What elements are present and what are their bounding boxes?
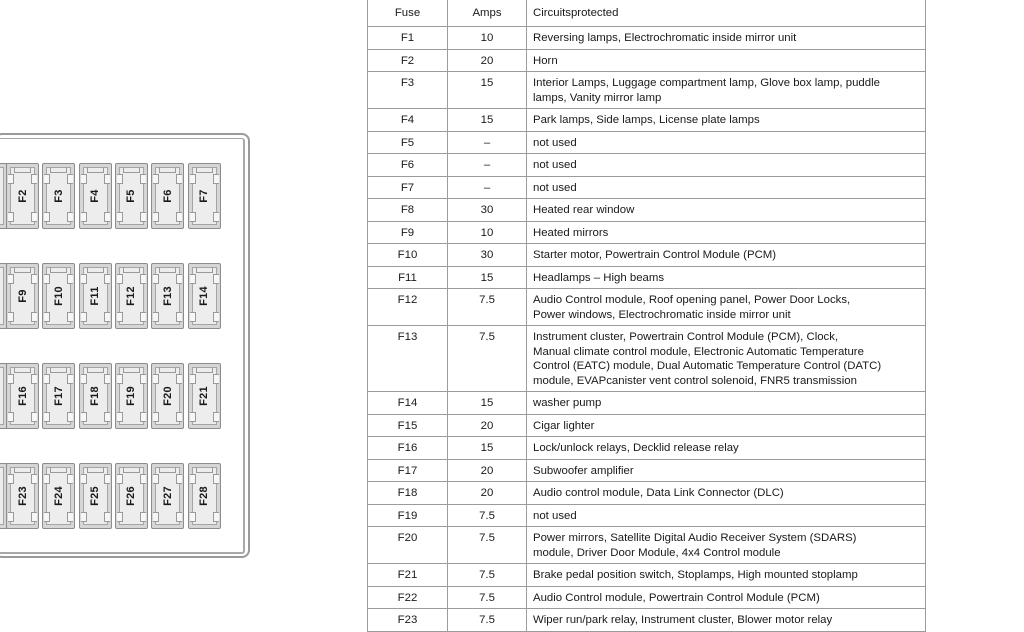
fuse-terminal bbox=[104, 474, 110, 484]
cell-circuits bbox=[527, 392, 926, 415]
fuse-terminal bbox=[153, 512, 159, 522]
fuse-terminal bbox=[153, 474, 159, 484]
fuse-slot bbox=[6, 463, 39, 529]
table-row bbox=[368, 586, 926, 609]
fuse-terminal bbox=[213, 274, 219, 284]
fuse-terminal bbox=[117, 412, 123, 422]
circuits-line: Cigar lighter bbox=[533, 419, 595, 432]
fuse-terminal bbox=[190, 274, 196, 284]
header-circuits: Circuitsprotected bbox=[527, 0, 926, 27]
circuits-line: Manual climate control module, Electronic Automatic Temperature bbox=[533, 345, 864, 358]
cell-circuits bbox=[527, 527, 926, 564]
fuse-terminal bbox=[176, 474, 182, 484]
cell-fuse: F12 bbox=[368, 289, 448, 326]
circuits-line: Audio Control module, Roof opening panel, Power Door Locks, bbox=[533, 294, 851, 306]
circuits-line: Park lamps, Side lamps, License plate lamps bbox=[533, 114, 760, 126]
fuse-terminal bbox=[31, 374, 37, 384]
cell-amps: 10 bbox=[448, 221, 527, 244]
circuits-line: lamps, Vanity mirror lamp bbox=[533, 91, 662, 104]
fuse-label: F24 bbox=[52, 486, 65, 506]
fuse-slot bbox=[6, 363, 39, 429]
fuse-terminal bbox=[117, 374, 123, 384]
cell-circuits bbox=[527, 72, 926, 109]
fuse-terminal bbox=[140, 312, 146, 322]
cell-circuits bbox=[527, 482, 926, 505]
table-row bbox=[368, 176, 926, 199]
fuse-slot bbox=[79, 463, 112, 529]
circuits-line: Wiper run/park relay, Instrument cluster, Blower motor relay bbox=[533, 614, 833, 626]
fuse-terminal bbox=[31, 274, 37, 284]
cell-circuits bbox=[527, 131, 926, 154]
circuits-line: Subwoofer amplifier bbox=[533, 464, 634, 477]
cell-fuse: F14 bbox=[368, 392, 448, 415]
table-row bbox=[368, 504, 926, 527]
cell-fuse: F11 bbox=[368, 266, 448, 289]
fuse-terminal bbox=[67, 474, 73, 484]
fuse-row bbox=[0, 363, 230, 429]
cell-circuits bbox=[527, 27, 926, 50]
fuse-terminal bbox=[81, 212, 87, 222]
cell-amps: 7.5 bbox=[448, 326, 527, 392]
fuse-terminal bbox=[8, 412, 14, 422]
fuse-terminal bbox=[153, 312, 159, 322]
fuse-terminal bbox=[213, 412, 219, 422]
table-row bbox=[368, 527, 926, 564]
fuse-terminal bbox=[176, 174, 182, 184]
table-row bbox=[368, 109, 926, 132]
cell-circuits bbox=[527, 289, 926, 326]
circuits-line: Power windows, Electrochromatic inside mirror unit bbox=[533, 308, 791, 321]
fuse-label: F13 bbox=[161, 286, 174, 306]
fuse-terminal bbox=[213, 312, 219, 322]
cell-fuse: F3 bbox=[368, 72, 448, 109]
table-row bbox=[368, 221, 926, 244]
fuse-terminal bbox=[140, 274, 146, 284]
fuse-slot bbox=[79, 163, 112, 229]
fuse-terminal bbox=[140, 412, 146, 422]
fuse-cap bbox=[123, 367, 140, 373]
fuse-cap bbox=[159, 467, 176, 473]
fuse-terminal bbox=[8, 312, 14, 322]
fuse-label: F23 bbox=[16, 486, 29, 506]
cell-circuits bbox=[527, 176, 926, 199]
fuse-cap bbox=[159, 367, 176, 373]
fuse-slot bbox=[79, 263, 112, 329]
table-row bbox=[368, 289, 926, 326]
fuse-label: F7 bbox=[198, 189, 210, 203]
fuse-terminal bbox=[104, 374, 110, 384]
cell-fuse: F6 bbox=[368, 154, 448, 177]
fuse-row bbox=[0, 263, 230, 329]
fuse-cap bbox=[159, 167, 176, 173]
fuse-terminal bbox=[104, 212, 110, 222]
fuse-terminal bbox=[44, 174, 50, 184]
fuse-slot bbox=[42, 463, 75, 529]
cell-fuse: F10 bbox=[368, 244, 448, 267]
fuse-label: F26 bbox=[125, 486, 138, 506]
fuse-terminal bbox=[44, 374, 50, 384]
fuse-slot bbox=[115, 163, 148, 229]
fuse-terminal bbox=[176, 274, 182, 284]
fuse-label: F3 bbox=[52, 189, 65, 203]
fuse-label: F10 bbox=[52, 286, 65, 306]
cell-fuse: F22 bbox=[368, 586, 448, 609]
fuse-label: F19 bbox=[125, 386, 138, 406]
cell-amps: 7.5 bbox=[448, 504, 527, 527]
fuse-cap bbox=[123, 467, 140, 473]
circuits-line: not used bbox=[533, 509, 577, 522]
cell-amps: 7.5 bbox=[448, 609, 527, 632]
fuse-row bbox=[0, 163, 230, 229]
fuse-terminal bbox=[31, 512, 37, 522]
table-row bbox=[368, 609, 926, 632]
cell-amps: 15 bbox=[448, 266, 527, 289]
cell-circuits bbox=[527, 109, 926, 132]
cell-fuse: F2 bbox=[368, 49, 448, 72]
cell-circuits bbox=[527, 586, 926, 609]
fuse-slot bbox=[42, 263, 75, 329]
fuse-terminal bbox=[8, 474, 14, 484]
fuse-terminal bbox=[81, 374, 87, 384]
fuse-terminal bbox=[153, 174, 159, 184]
header-fuse: Fuse bbox=[368, 0, 448, 27]
cell-circuits bbox=[527, 437, 926, 460]
fuse-terminal bbox=[81, 312, 87, 322]
fuse-terminal bbox=[67, 274, 73, 284]
circuits-line: not used bbox=[533, 181, 577, 194]
fuse-cap bbox=[87, 367, 104, 373]
fuse-terminal bbox=[81, 274, 87, 284]
cell-fuse: F20 bbox=[368, 527, 448, 564]
fuse-terminal bbox=[117, 474, 123, 484]
fuse-label: F18 bbox=[89, 386, 102, 406]
fuse-cap bbox=[196, 167, 213, 173]
circuits-line: Heated mirrors bbox=[533, 226, 609, 239]
fuse-cap bbox=[14, 267, 31, 273]
table-row bbox=[368, 131, 926, 154]
cell-fuse: F21 bbox=[368, 564, 448, 587]
cell-fuse: F18 bbox=[368, 482, 448, 505]
fuse-slot bbox=[42, 163, 75, 229]
fuse-terminal bbox=[44, 512, 50, 522]
cell-amps: 10 bbox=[448, 27, 527, 50]
fuse-terminal bbox=[67, 212, 73, 222]
fuse-terminal bbox=[81, 412, 87, 422]
fuse-slot bbox=[6, 163, 39, 229]
cell-amps: 7.5 bbox=[448, 527, 527, 564]
fuse-terminal bbox=[213, 474, 219, 484]
fuse-slot bbox=[79, 363, 112, 429]
header-amps: Amps bbox=[448, 0, 527, 27]
circuits-line: not used bbox=[533, 136, 577, 149]
cell-amps: – bbox=[448, 131, 527, 154]
fuse-slot bbox=[188, 363, 221, 429]
cell-amps: 15 bbox=[448, 392, 527, 415]
cell-amps: – bbox=[448, 176, 527, 199]
fuse-terminal bbox=[190, 474, 196, 484]
cell-circuits bbox=[527, 154, 926, 177]
fuse-terminal bbox=[190, 512, 196, 522]
fuse-terminal bbox=[44, 212, 50, 222]
circuits-line: module, EVAPcanister vent control solenoid, FNR5 transmission bbox=[533, 374, 857, 387]
cell-fuse: F7 bbox=[368, 176, 448, 199]
fuse-terminal bbox=[213, 212, 219, 222]
fuse-terminal bbox=[44, 412, 50, 422]
fuse-terminal bbox=[213, 174, 219, 184]
table-row bbox=[368, 392, 926, 415]
fuse-terminal bbox=[67, 412, 73, 422]
fuse-terminal bbox=[8, 374, 14, 384]
fuse-cap bbox=[123, 267, 140, 273]
fuse-terminal bbox=[190, 174, 196, 184]
fuse-terminal bbox=[104, 312, 110, 322]
fuse-cap bbox=[50, 167, 67, 173]
fuse-cap bbox=[50, 267, 67, 273]
cell-circuits bbox=[527, 564, 926, 587]
fuse-terminal bbox=[176, 374, 182, 384]
fuse-terminal bbox=[67, 374, 73, 384]
circuits-line: Starter motor, Powertrain Control Module (PCM) bbox=[533, 249, 777, 261]
fuse-terminal bbox=[190, 212, 196, 222]
fuse-cap bbox=[196, 367, 213, 373]
fuse-terminal bbox=[31, 174, 37, 184]
fuse-terminal bbox=[176, 212, 182, 222]
cell-amps: 15 bbox=[448, 109, 527, 132]
fuse-cap bbox=[50, 467, 67, 473]
fuse-terminal bbox=[31, 412, 37, 422]
fuse-slot bbox=[188, 263, 221, 329]
fuse-cap bbox=[14, 467, 31, 473]
table-row bbox=[368, 482, 926, 505]
fuse-terminal bbox=[44, 474, 50, 484]
cell-amps: 15 bbox=[448, 72, 527, 109]
fuse-table bbox=[367, 0, 926, 632]
table-row bbox=[368, 244, 926, 267]
fuse-label: F11 bbox=[89, 286, 102, 306]
fuse-terminal bbox=[104, 512, 110, 522]
circuits-line: washer pump bbox=[533, 397, 602, 409]
cell-amps: 30 bbox=[448, 244, 527, 267]
fuse-terminal bbox=[81, 174, 87, 184]
fuse-terminal bbox=[140, 212, 146, 222]
table-row bbox=[368, 199, 926, 222]
fuse-terminal bbox=[190, 412, 196, 422]
fuse-slot bbox=[115, 263, 148, 329]
fuse-terminal bbox=[117, 274, 123, 284]
cell-fuse: F4 bbox=[368, 109, 448, 132]
fuse-slot bbox=[151, 263, 184, 329]
cell-amps: 20 bbox=[448, 49, 527, 72]
cell-fuse: F1 bbox=[368, 27, 448, 50]
fuse-cap bbox=[14, 167, 31, 173]
cell-circuits bbox=[527, 221, 926, 244]
fuse-slot bbox=[42, 363, 75, 429]
fuse-slot bbox=[115, 363, 148, 429]
fuse-terminal bbox=[8, 274, 14, 284]
fuse-terminal bbox=[117, 212, 123, 222]
circuits-line: not used bbox=[533, 159, 577, 171]
cell-circuits bbox=[527, 49, 926, 72]
circuits-line: Brake pedal position switch, Stoplamps, High mounted stoplamp bbox=[533, 569, 858, 581]
table-row bbox=[368, 564, 926, 587]
fuse-label: F14 bbox=[198, 286, 210, 306]
fuse-cap bbox=[50, 367, 67, 373]
cell-circuits bbox=[527, 504, 926, 527]
fuse-label: F17 bbox=[52, 386, 65, 406]
fuse-terminal bbox=[117, 174, 123, 184]
fuse-terminal bbox=[140, 174, 146, 184]
fuse-terminal bbox=[67, 174, 73, 184]
fuse-label: F20 bbox=[161, 386, 174, 406]
cell-amps: 15 bbox=[448, 437, 527, 460]
table-row bbox=[368, 414, 926, 437]
circuits-line: module, Driver Door Module, 4x4 Control module bbox=[533, 546, 781, 559]
cell-circuits bbox=[527, 244, 926, 267]
fuse-label: F2 bbox=[16, 189, 29, 203]
table-row bbox=[368, 49, 926, 72]
cell-circuits bbox=[527, 199, 926, 222]
cell-circuits bbox=[527, 414, 926, 437]
cell-amps: 7.5 bbox=[448, 586, 527, 609]
table-header-row bbox=[368, 0, 926, 27]
fuse-terminal bbox=[67, 312, 73, 322]
fuse-terminal bbox=[44, 312, 50, 322]
fuse-cap bbox=[87, 167, 104, 173]
cell-fuse: F23 bbox=[368, 609, 448, 632]
fuse-cap bbox=[123, 167, 140, 173]
fuse-label: F27 bbox=[161, 486, 174, 506]
cell-fuse: F8 bbox=[368, 199, 448, 222]
cell-amps: 20 bbox=[448, 482, 527, 505]
fuse-slot bbox=[6, 263, 39, 329]
fuse-terminal bbox=[31, 474, 37, 484]
fuse-terminal bbox=[176, 512, 182, 522]
circuits-line: Reversing lamps, Electrochromatic inside mirror unit bbox=[533, 32, 797, 44]
circuits-line: Audio Control module, Powertrain Control Module (PCM) bbox=[533, 591, 820, 604]
fuse-slot bbox=[115, 463, 148, 529]
fuse-terminal bbox=[190, 374, 196, 384]
fuse-row bbox=[0, 463, 230, 529]
cell-circuits bbox=[527, 326, 926, 392]
fuse-cap bbox=[196, 467, 213, 473]
fuse-terminal bbox=[67, 512, 73, 522]
fuse-label: F5 bbox=[125, 189, 138, 203]
fuse-terminal bbox=[117, 312, 123, 322]
circuits-line: Horn bbox=[533, 54, 558, 67]
fuse-terminal bbox=[81, 512, 87, 522]
circuits-line: Audio control module, Data Link Connector (DLC) bbox=[533, 487, 784, 499]
circuits-line: Interior Lamps, Luggage compartment lamp, Glove box lamp, puddle bbox=[533, 77, 880, 89]
circuits-line: Headlamps – High beams bbox=[533, 271, 665, 284]
table-row bbox=[368, 154, 926, 177]
table-body bbox=[368, 27, 926, 632]
fuse-terminal bbox=[153, 274, 159, 284]
circuits-line: Instrument cluster, Powertrain Control Module (PCM), Clock, bbox=[533, 331, 839, 343]
fuse-terminal bbox=[81, 474, 87, 484]
cell-fuse: F19 bbox=[368, 504, 448, 527]
table-row bbox=[368, 326, 926, 392]
cell-amps: 7.5 bbox=[448, 564, 527, 587]
fuse-terminal bbox=[190, 312, 196, 322]
fuse-terminal bbox=[117, 512, 123, 522]
table-row bbox=[368, 437, 926, 460]
fuse-terminal bbox=[104, 412, 110, 422]
cell-amps: 20 bbox=[448, 414, 527, 437]
fuse-label: F16 bbox=[16, 386, 29, 406]
cell-fuse: F9 bbox=[368, 221, 448, 244]
table-row bbox=[368, 459, 926, 482]
fuse-terminal bbox=[8, 174, 14, 184]
cell-circuits bbox=[527, 459, 926, 482]
fuse-terminal bbox=[176, 412, 182, 422]
fuse-label: F21 bbox=[198, 386, 210, 406]
fuse-cap bbox=[87, 467, 104, 473]
fuse-label: F28 bbox=[198, 486, 210, 506]
fuse-terminal bbox=[140, 512, 146, 522]
fuse-slot bbox=[151, 463, 184, 529]
fuse-cap bbox=[87, 267, 104, 273]
cell-fuse: F16 bbox=[368, 437, 448, 460]
cell-fuse: F5 bbox=[368, 131, 448, 154]
table-row bbox=[368, 266, 926, 289]
fuse-slot bbox=[188, 163, 221, 229]
fuse-terminal bbox=[213, 374, 219, 384]
cell-amps: 30 bbox=[448, 199, 527, 222]
cell-circuits bbox=[527, 609, 926, 632]
table-row bbox=[368, 72, 926, 109]
fuse-terminal bbox=[213, 512, 219, 522]
cell-amps: 20 bbox=[448, 459, 527, 482]
fuse-label: F12 bbox=[125, 286, 138, 306]
fuse-terminal bbox=[176, 312, 182, 322]
fuse-terminal bbox=[104, 274, 110, 284]
fuse-slot bbox=[151, 163, 184, 229]
fuse-label: F4 bbox=[89, 189, 102, 203]
table-row bbox=[368, 27, 926, 50]
cell-fuse: F13 bbox=[368, 326, 448, 392]
circuits-line: Lock/unlock relays, Decklid release relay bbox=[533, 442, 739, 454]
fuse-cap bbox=[196, 267, 213, 273]
cell-circuits bbox=[527, 266, 926, 289]
fuse-terminal bbox=[153, 374, 159, 384]
fuse-cap bbox=[14, 367, 31, 373]
cell-fuse: F17 bbox=[368, 459, 448, 482]
fuse-label: F9 bbox=[16, 289, 29, 303]
fuse-slot bbox=[188, 463, 221, 529]
fuse-terminal bbox=[153, 212, 159, 222]
fuse-terminal bbox=[8, 512, 14, 522]
cell-amps: 7.5 bbox=[448, 289, 527, 326]
fuse-terminal bbox=[104, 174, 110, 184]
fuse-terminal bbox=[44, 274, 50, 284]
fuse-terminal bbox=[8, 212, 14, 222]
fuse-terminal bbox=[153, 412, 159, 422]
fuse-label: F6 bbox=[161, 189, 174, 203]
fuse-label: F25 bbox=[89, 486, 102, 506]
fuse-slot bbox=[151, 363, 184, 429]
cell-amps: – bbox=[448, 154, 527, 177]
fuse-cap bbox=[159, 267, 176, 273]
circuits-line: Power mirrors, Satellite Digital Audio Receiver System (SDARS) bbox=[533, 532, 857, 544]
fuse-terminal bbox=[31, 312, 37, 322]
circuits-line: Control (EATC) module, Dual Automatic Temperature Control (DATC) bbox=[533, 360, 882, 372]
fuse-terminal bbox=[140, 374, 146, 384]
cell-fuse: F15 bbox=[368, 414, 448, 437]
fuse-terminal bbox=[140, 474, 146, 484]
circuits-line: Heated rear window bbox=[533, 204, 635, 216]
fuse-terminal bbox=[31, 212, 37, 222]
